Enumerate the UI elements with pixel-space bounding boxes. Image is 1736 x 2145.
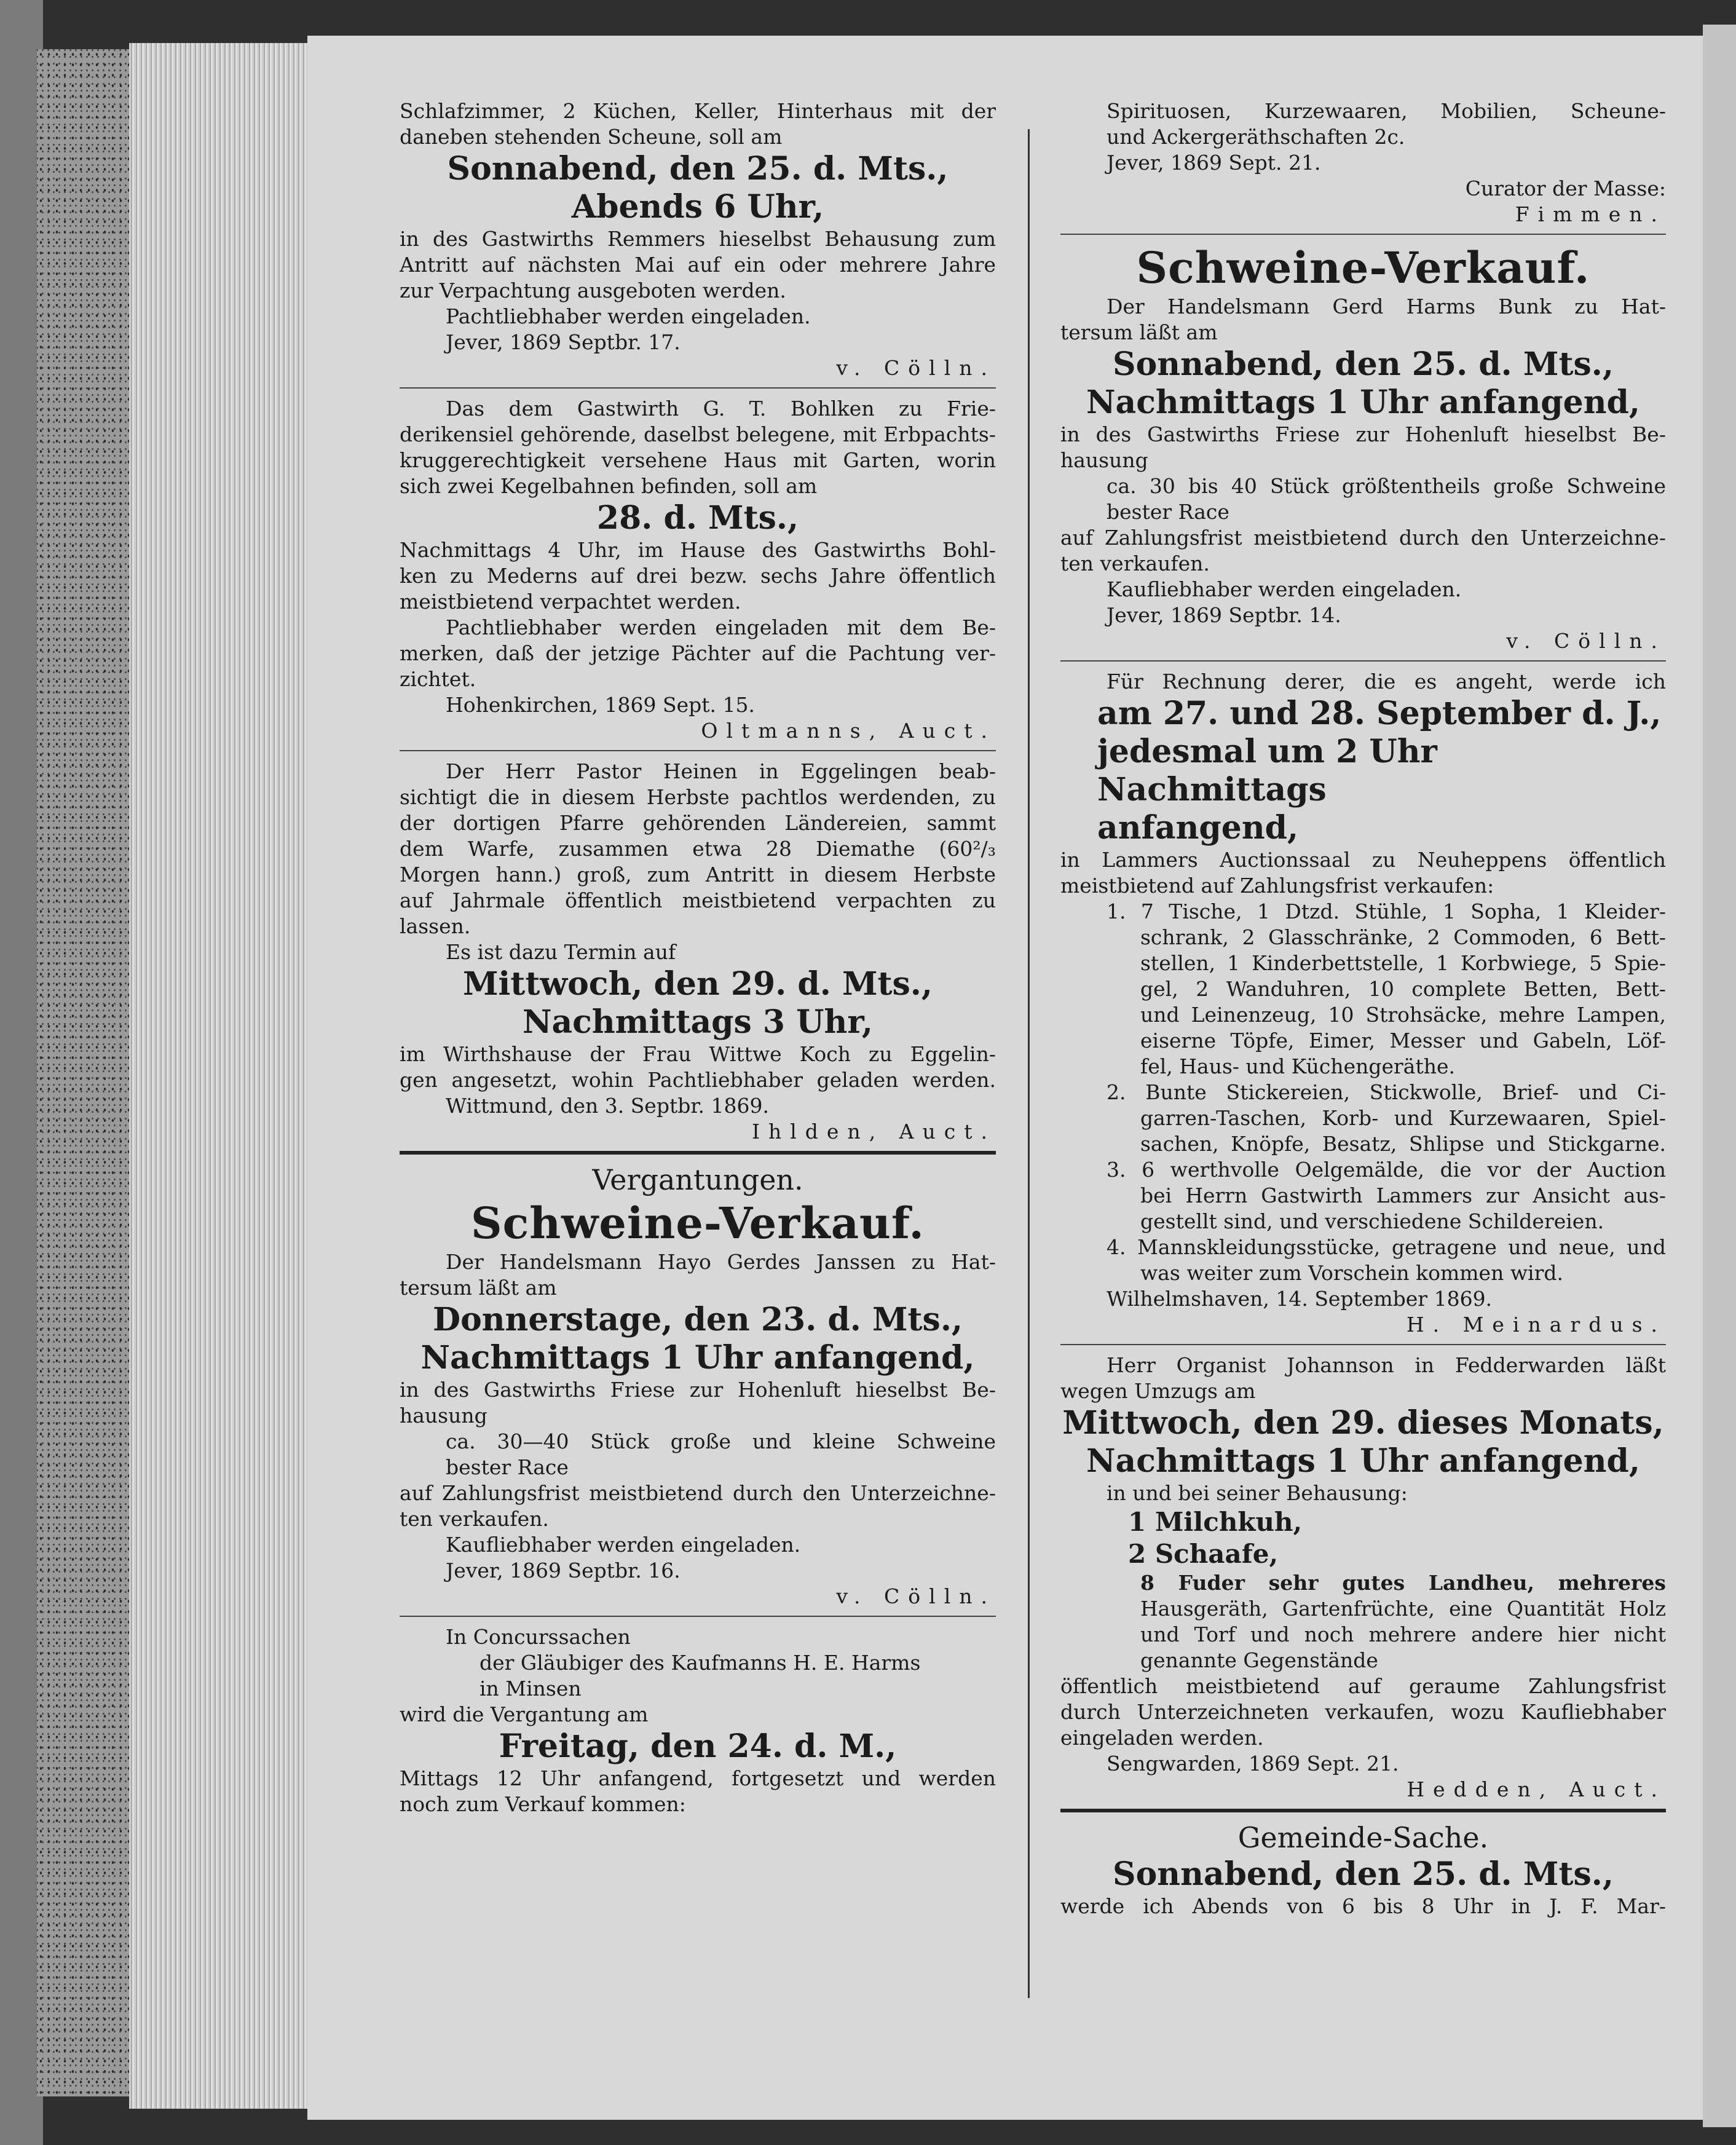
- text-line: werde ich Abends von 6 bis 8 Uhr in J. F. Mar-: [1060, 1894, 1666, 1918]
- section-heading: Vergantungen.: [592, 1163, 803, 1196]
- place-date: Wittmund, den 3. Septbr. 1869.: [446, 1094, 769, 1118]
- place-date: Hohenkirchen, 1869 Sept. 15.: [446, 693, 755, 717]
- list-item: 2. Bunte Stickereien, Stickwolle, Brief- und Ci-: [1107, 1080, 1666, 1104]
- signature: v. Cölln.: [836, 356, 996, 380]
- place-date: Wilhelmshaven, 14. September 1869.: [1107, 1287, 1493, 1311]
- page-edges: [129, 43, 314, 2109]
- text-line: in des Gastwirths Friese zur Hohenluft hieselbst Be-: [400, 1378, 996, 1402]
- text-line: Der Handelsmann Hayo Gerdes Janssen zu Hat-: [446, 1250, 996, 1274]
- text-line: in Lammers Auctionssaal zu Neuheppens öffentlich: [1060, 848, 1666, 872]
- auction-date: Sonnabend, den 25. d. Mts.,: [1113, 346, 1614, 383]
- ad-divider: [1060, 234, 1666, 235]
- text-line: Schlafzimmer, 2 Küchen, Keller, Hinterhaus mit der: [400, 99, 996, 123]
- invite-line: Kaufliebhaber werden eingeladen.: [446, 1533, 801, 1557]
- list-item: sachen, Knöpfe, Besatz, Shlipse und Stickgarne.: [1140, 1132, 1666, 1156]
- ad-schweine-verkauf-janssen: [400, 1198, 996, 1610]
- auction-date: anfangend,: [1097, 809, 1299, 847]
- list-item: und Leinenzeug, 10 Strohsäcke, mehre Lampen,: [1140, 1003, 1666, 1027]
- ad-title: Schweine-Verkauf.: [1136, 242, 1590, 293]
- text-line: noch zum Verkauf kommen:: [400, 1792, 686, 1816]
- column-divider: [1028, 129, 1030, 1998]
- signature: v. Cölln.: [836, 1584, 996, 1608]
- ad-divider: [400, 750, 996, 751]
- text-line: im Wirthshause der Frau Wittwe Koch zu Eggelin-: [400, 1042, 996, 1066]
- ad-divider: [1060, 1344, 1666, 1345]
- text-line: In Concurssachen: [446, 1625, 631, 1649]
- text-line: in Minsen: [479, 1677, 582, 1701]
- ad-divider: [400, 1616, 996, 1617]
- place-date: Jever, 1869 Septbr. 17.: [446, 330, 681, 354]
- text-line: wird die Vergantung am: [400, 1702, 649, 1726]
- text-line: der Gläubiger des Kaufmanns H. E. Harms: [479, 1651, 921, 1675]
- text-line: und Ackergeräthschaften 2c.: [1107, 125, 1405, 149]
- invite-line: Pachtliebhaber werden eingeladen.: [446, 304, 811, 328]
- text-line: hausung: [1060, 448, 1148, 472]
- place-date: Jever, 1869 Septbr. 16.: [446, 1558, 681, 1582]
- auction-time: Nachmittags 1 Uhr anfangend,: [1086, 384, 1640, 421]
- left-column: [400, 98, 996, 1817]
- text-line: daneben stehenden Scheune, soll am: [400, 125, 783, 149]
- invite-line: merken, daß der jetzige Pächter auf die Pachtung ver-: [400, 641, 996, 665]
- curator-label: Curator der Masse:: [1465, 176, 1666, 200]
- signature: Hedden, Auct.: [1407, 1777, 1666, 1801]
- section-heading: Gemeinde-Sache.: [1237, 1821, 1489, 1854]
- right-column: [1060, 98, 1666, 1919]
- text-line: Für Rechnung derer, die es angeht, werde ich: [1107, 670, 1666, 693]
- ad-divider: [1060, 660, 1666, 662]
- text-line: Morgen hann.) groß, zum Antritt in diesem Herbste: [400, 863, 996, 887]
- list-item: 4. Mannskleidungsstücke, getragene und neue, und: [1107, 1235, 1666, 1259]
- invite-line: Kaufliebhaber werden eingeladen.: [1107, 577, 1462, 601]
- ad-auction-neuheppens: [1060, 669, 1666, 1338]
- list-item: was weiter zum Vorschein kommen wird.: [1140, 1261, 1564, 1285]
- text-line: durch Unterzeichneten verkaufen, wozu Kaufliebhaber: [1060, 1700, 1666, 1724]
- text-line: dem Warfe, zusammen etwa 28 Diemathe (60²/₃: [400, 837, 996, 861]
- text-line: Der Herr Pastor Heinen in Eggelingen beab-: [446, 759, 996, 783]
- place-date: Jever, 1869 Septbr. 14.: [1107, 603, 1341, 627]
- place-date: Jever, 1869 Sept. 21.: [1107, 151, 1321, 175]
- item-line: genannte Gegenstände: [1140, 1648, 1378, 1672]
- auction-time: Abends 6 Uhr,: [571, 188, 824, 226]
- list-item: eiserne Töpfe, Eimer, Messer und Gabeln, Löf-: [1140, 1029, 1666, 1053]
- text-line: der dortigen Pfarre gehörenden Ländereien, sammt: [400, 811, 996, 835]
- ad-gemeinde-sache: [1060, 1820, 1666, 1919]
- signature: v. Cölln.: [1506, 629, 1666, 653]
- invite-line: Pachtliebhaber werden eingeladen mit dem Be-: [446, 615, 996, 639]
- list-item: garren-Taschen, Korb- und Kurzewaaren, Spiel-: [1140, 1106, 1666, 1130]
- text-line: derikensiel gehörende, daselbst belegene, mit Erbpachts-: [400, 422, 996, 446]
- list-item: gestellt sind, und verschiedene Schildereien.: [1140, 1209, 1604, 1233]
- text-line: gen angesetzt, wohin Pachtliebhaber geladen werden.: [400, 1068, 996, 1092]
- text-line: in des Gastwirths Remmers hieselbst Behausung zum: [400, 227, 996, 251]
- auction-date: Donnerstage, den 23. d. Mts.,: [432, 1301, 963, 1338]
- speckled-book-edge: [37, 49, 129, 2096]
- list-item: 3. 6 werthvolle Oelgemälde, die vor der Auction: [1107, 1158, 1666, 1182]
- ad-laendereien-verpachtung: [400, 759, 996, 1145]
- facing-page-edge: [1703, 25, 1736, 2127]
- text-line: zur Verpachtung ausgeboten werden.: [400, 278, 786, 302]
- list-item: schrank, 2 Glasschränke, 2 Commoden, 6 Bett-: [1140, 925, 1666, 949]
- list-item: gel, 2 Wanduhren, 10 complete Betten, Bett-: [1140, 977, 1666, 1001]
- text-line: auf Zahlungsfrist meistbietend durch den Unterzeichne-: [400, 1481, 996, 1505]
- text-line: meistbietend auf Zahlungsfrist verkaufen:: [1060, 874, 1494, 898]
- auction-date: jedesmal um 2 Uhr Nachmittags: [1097, 733, 1437, 808]
- list-item: 1. 7 Tische, 1 Dtzd. Stühle, 1 Sopha, 1 Kleider-: [1107, 899, 1666, 923]
- signature: Oltmanns, Auct.: [701, 719, 996, 743]
- item-line: bester Race: [1107, 500, 1229, 524]
- text-line: Das dem Gastwirth G. T. Bohlken zu Frie-: [446, 397, 996, 421]
- text-line: auf Zahlungsfrist meistbietend durch den Unterzeichne-: [1060, 526, 1666, 550]
- list-item: bei Herrn Gastwirth Lammers zur Ansicht aus-: [1140, 1183, 1666, 1207]
- text-line: in und bei seiner Behausung:: [1107, 1481, 1408, 1505]
- text-line: hausung: [400, 1404, 487, 1428]
- text-line: Nachmittags 4 Uhr, im Hause des Gastwirths Bohl-: [400, 538, 996, 562]
- text-line: Der Handelsmann Gerd Harms Bunk zu Hat-: [1107, 294, 1666, 318]
- auction-time: Nachmittags 1 Uhr anfangend,: [420, 1339, 975, 1377]
- text-line: Mittags 12 Uhr anfangend, fortgesetzt und werden: [400, 1766, 996, 1790]
- ad-masse-fortsetzung: [1060, 98, 1666, 227]
- list-item: fel, Haus- und Küchengeräthe.: [1140, 1054, 1456, 1078]
- text-line: meistbietend verpachtet werden.: [400, 590, 741, 614]
- ad-divider: [400, 387, 996, 389]
- ad-johannson-umzug: [1060, 1353, 1666, 1803]
- auction-date: 28. d. Mts.,: [596, 499, 799, 537]
- auction-time: Nachmittags 1 Uhr anfangend,: [1086, 1442, 1640, 1480]
- auction-date: Mittwoch, den 29. dieses Monats,: [1062, 1404, 1664, 1442]
- item-line: ca. 30 bis 40 Stück größtentheils große Schweine: [1107, 474, 1666, 498]
- section-divider: [1060, 1809, 1666, 1812]
- item-line: 1 Milchkuh,: [1128, 1507, 1303, 1537]
- text-line: auf Jahrmale öffentlich meistbietend verpachten zu: [400, 888, 996, 912]
- auction-time: Nachmittags 3 Uhr,: [522, 1003, 874, 1041]
- text-line: Spirituosen, Kurzewaaren, Mobilien, Scheune-: [1107, 99, 1666, 123]
- item-line: 8 Fuder sehr gutes Landheu, mehreres: [1140, 1571, 1666, 1595]
- item-line: Hausgeräth, Gartenfrüchte, eine Quantität Holz: [1140, 1597, 1666, 1621]
- ad-title: Schweine-Verkauf.: [471, 1198, 925, 1249]
- text-line: Antritt auf nächsten Mai auf ein oder mehrere Jahre: [400, 253, 996, 277]
- place-date: Sengwarden, 1869 Sept. 21.: [1107, 1752, 1399, 1776]
- item-line: bester Race: [446, 1455, 569, 1479]
- item-line: ca. 30—40 Stück große und kleine Schweine: [446, 1429, 996, 1453]
- text-line: lassen.: [400, 914, 471, 938]
- auction-date: am 27. und 28. September d. J.,: [1097, 695, 1662, 732]
- invite-line: zichtet.: [400, 667, 476, 691]
- text-line: tersum läßt am: [400, 1276, 557, 1300]
- list-item: stellen, 1 Kinderbettstelle, 1 Korbwiege, 5 Spie-: [1140, 951, 1666, 975]
- text-line: ten verkaufen.: [1060, 551, 1210, 575]
- text-line: öffentlich meistbietend auf geraume Zahlungsfrist: [1060, 1674, 1666, 1698]
- text-line: in des Gastwirths Friese zur Hohenluft hieselbst Be-: [1060, 422, 1666, 446]
- ad-concurssachen-harms: [400, 1624, 996, 1817]
- text-line: Herr Organist Johannson in Fedderwarden läßt: [1107, 1353, 1666, 1377]
- signature: Fimmen.: [1515, 202, 1666, 226]
- ad-schlafzimmer-verpachtung: [400, 98, 996, 381]
- item-line: und Torf und noch mehrere andere hier nicht: [1140, 1622, 1666, 1646]
- item-line: 2 Schaafe,: [1128, 1539, 1279, 1569]
- text-line: Es ist dazu Termin auf: [446, 940, 676, 964]
- text-line: wegen Umzugs am: [1060, 1379, 1256, 1403]
- auction-date: Mittwoch, den 29. d. Mts.,: [462, 965, 933, 1003]
- text-line: eingeladen werden.: [1060, 1726, 1264, 1750]
- auction-date: Sonnabend, den 25. d. Mts.,: [447, 150, 949, 188]
- signature: H. Meinardus.: [1406, 1313, 1666, 1337]
- text-line: kruggerechtigkeit versehene Haus mit Garten, worin: [400, 448, 996, 472]
- auction-date: Freitag, den 24. d. M.,: [499, 1728, 897, 1765]
- text-line: ken zu Mederns auf drei bezw. sechs Jahre öffentlich: [400, 564, 996, 588]
- text-line: tersum läßt am: [1060, 320, 1218, 344]
- ad-schweine-verkauf-bunk: [1060, 242, 1666, 654]
- text-line: sich zwei Kegelbahnen befinden, soll am: [400, 474, 818, 498]
- signature: Ihlden, Auct.: [751, 1120, 996, 1144]
- ad-haus-verpachtung: [400, 396, 996, 744]
- section-divider: [400, 1151, 996, 1155]
- text-line: sichtigt die in diesem Herbste pachtlos werdenden, zu: [400, 785, 996, 809]
- text-line: ten verkaufen.: [400, 1507, 549, 1531]
- auction-date: Sonnabend, den 25. d. Mts.,: [1113, 1855, 1614, 1893]
